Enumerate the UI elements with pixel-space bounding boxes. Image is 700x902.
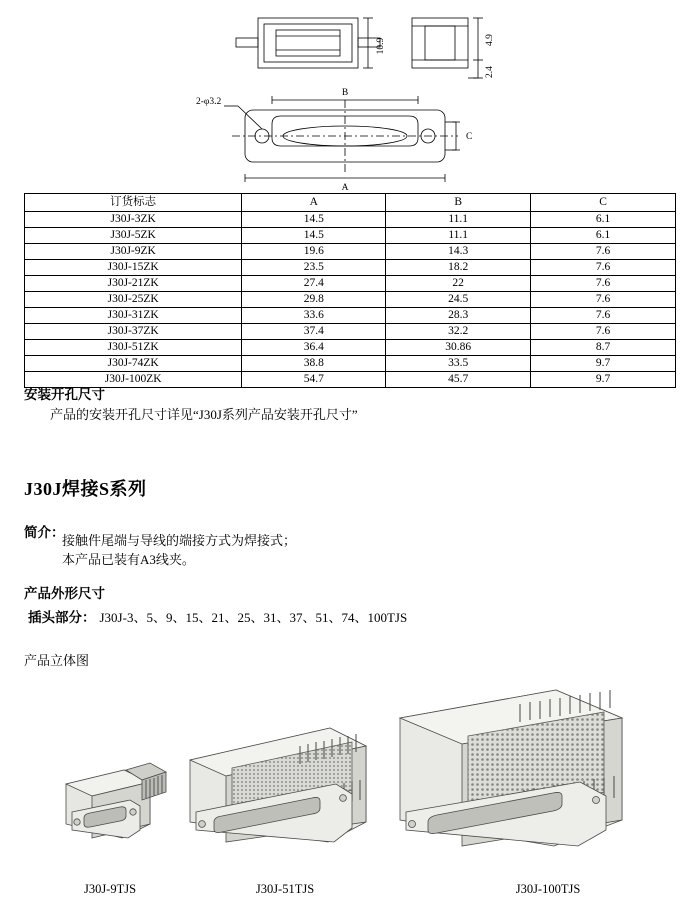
intro-label: 简介： — [24, 525, 65, 540]
cell-a: 54.7 — [242, 372, 386, 388]
cell-mark: J30J-31ZK — [25, 308, 242, 324]
cell-c: 7.6 — [531, 276, 676, 292]
table-row — [25, 228, 676, 244]
dimension-table — [24, 193, 676, 388]
cell-b: 32.2 — [386, 324, 531, 340]
cell-mark: J30J-21ZK — [25, 276, 242, 292]
cell-c: 6.1 — [531, 212, 676, 228]
solid-figure-heading: 产品立体图 — [24, 653, 90, 668]
cell-a: 23.5 — [242, 260, 386, 276]
cell-c: 7.6 — [531, 308, 676, 324]
cell-mark: J30J-100ZK — [25, 372, 242, 388]
cell-c: 7.6 — [531, 324, 676, 340]
intro-line-2: 本产品已装有A3线夹。 — [62, 552, 195, 567]
cell-c: 8.7 — [531, 340, 676, 356]
dim-a: A — [341, 183, 349, 190]
cell-mark: J30J-51ZK — [25, 340, 242, 356]
cell-mark: J30J-25ZK — [25, 292, 242, 308]
cell-c: 7.6 — [531, 244, 676, 260]
table-row — [25, 372, 676, 388]
outline-dimension-heading: 产品外形尺寸 — [24, 586, 105, 601]
table-row — [25, 244, 676, 260]
table-header-a: A — [242, 194, 386, 212]
cell-a: 14.5 — [242, 228, 386, 244]
cell-a: 37.4 — [242, 324, 386, 340]
cell-c: 7.6 — [531, 260, 676, 276]
install-dimension-heading: 安装开孔尺寸 — [24, 387, 105, 402]
plug-part-row — [28, 606, 407, 626]
cell-a: 27.4 — [242, 276, 386, 292]
dim-height-2-4: 2.4 — [485, 66, 495, 78]
cell-a: 14.5 — [242, 212, 386, 228]
dim-hole: 2-φ3.2 — [196, 97, 222, 107]
cell-a: 36.4 — [242, 340, 386, 356]
photo-caption-51tjs: J30J-51TJS — [255, 882, 315, 896]
cell-b: 33.5 — [386, 356, 531, 372]
cell-b: 11.1 — [386, 212, 531, 228]
intro-line-1: 接触件尾端与导线的端接方式为焊接式； — [62, 533, 297, 548]
cell-b: 24.5 — [386, 292, 531, 308]
cell-a: 19.6 — [242, 244, 386, 260]
cell-c: 9.7 — [531, 356, 676, 372]
product-photos — [0, 672, 700, 902]
table-row — [25, 292, 676, 308]
cell-b: 30.86 — [386, 340, 531, 356]
table-row — [25, 356, 676, 372]
cell-b: 18.2 — [386, 260, 531, 276]
table-header-c: C — [531, 194, 676, 212]
table-row — [25, 276, 676, 292]
cell-b: 28.3 — [386, 308, 531, 324]
plug-part-label: 插头部分： — [28, 610, 96, 625]
photo-caption-100tjs: J30J-100TJS — [515, 882, 581, 896]
table-row — [25, 260, 676, 276]
dim-b: B — [341, 88, 349, 98]
cell-c: 6.1 — [531, 228, 676, 244]
cell-mark: J30J-15ZK — [25, 260, 242, 276]
cell-b: 22 — [386, 276, 531, 292]
table-header-mark: 订货标志 — [25, 194, 242, 212]
table-header-b: B — [386, 194, 531, 212]
table-row — [25, 340, 676, 356]
cell-b: 11.1 — [386, 228, 531, 244]
install-dimension-text: 产品的安装开孔尺寸详见“J30J系列产品安装开孔尺寸” — [50, 407, 358, 422]
cell-b: 14.3 — [386, 244, 531, 260]
series-heading: J30J焊接S系列 — [24, 479, 147, 499]
dim-c: C — [466, 132, 473, 142]
dim-height-4-9: 4.9 — [485, 34, 495, 46]
cell-mark: J30J-5ZK — [25, 228, 242, 244]
table-row — [25, 324, 676, 340]
cell-mark: J30J-74ZK — [25, 356, 242, 372]
table-row — [25, 212, 676, 228]
table-header-row — [25, 194, 676, 212]
photo-caption-9tjs: J30J-9TJS — [83, 882, 137, 896]
cell-c: 9.7 — [531, 372, 676, 388]
cell-mark: J30J-3ZK — [25, 212, 242, 228]
cell-a: 38.8 — [242, 356, 386, 372]
cell-mark: J30J-9ZK — [25, 244, 242, 260]
plug-part-value: J30J-3、5、9、15、21、25、31、37、51、74、100TJS — [99, 610, 408, 625]
cell-b: 45.7 — [386, 372, 531, 388]
technical-drawing — [0, 0, 700, 190]
table-row — [25, 308, 676, 324]
cell-a: 33.6 — [242, 308, 386, 324]
cell-mark: J30J-37ZK — [25, 324, 242, 340]
dim-height-10-9: 10.9 — [376, 37, 386, 55]
cell-a: 29.8 — [242, 292, 386, 308]
cell-c: 7.6 — [531, 292, 676, 308]
